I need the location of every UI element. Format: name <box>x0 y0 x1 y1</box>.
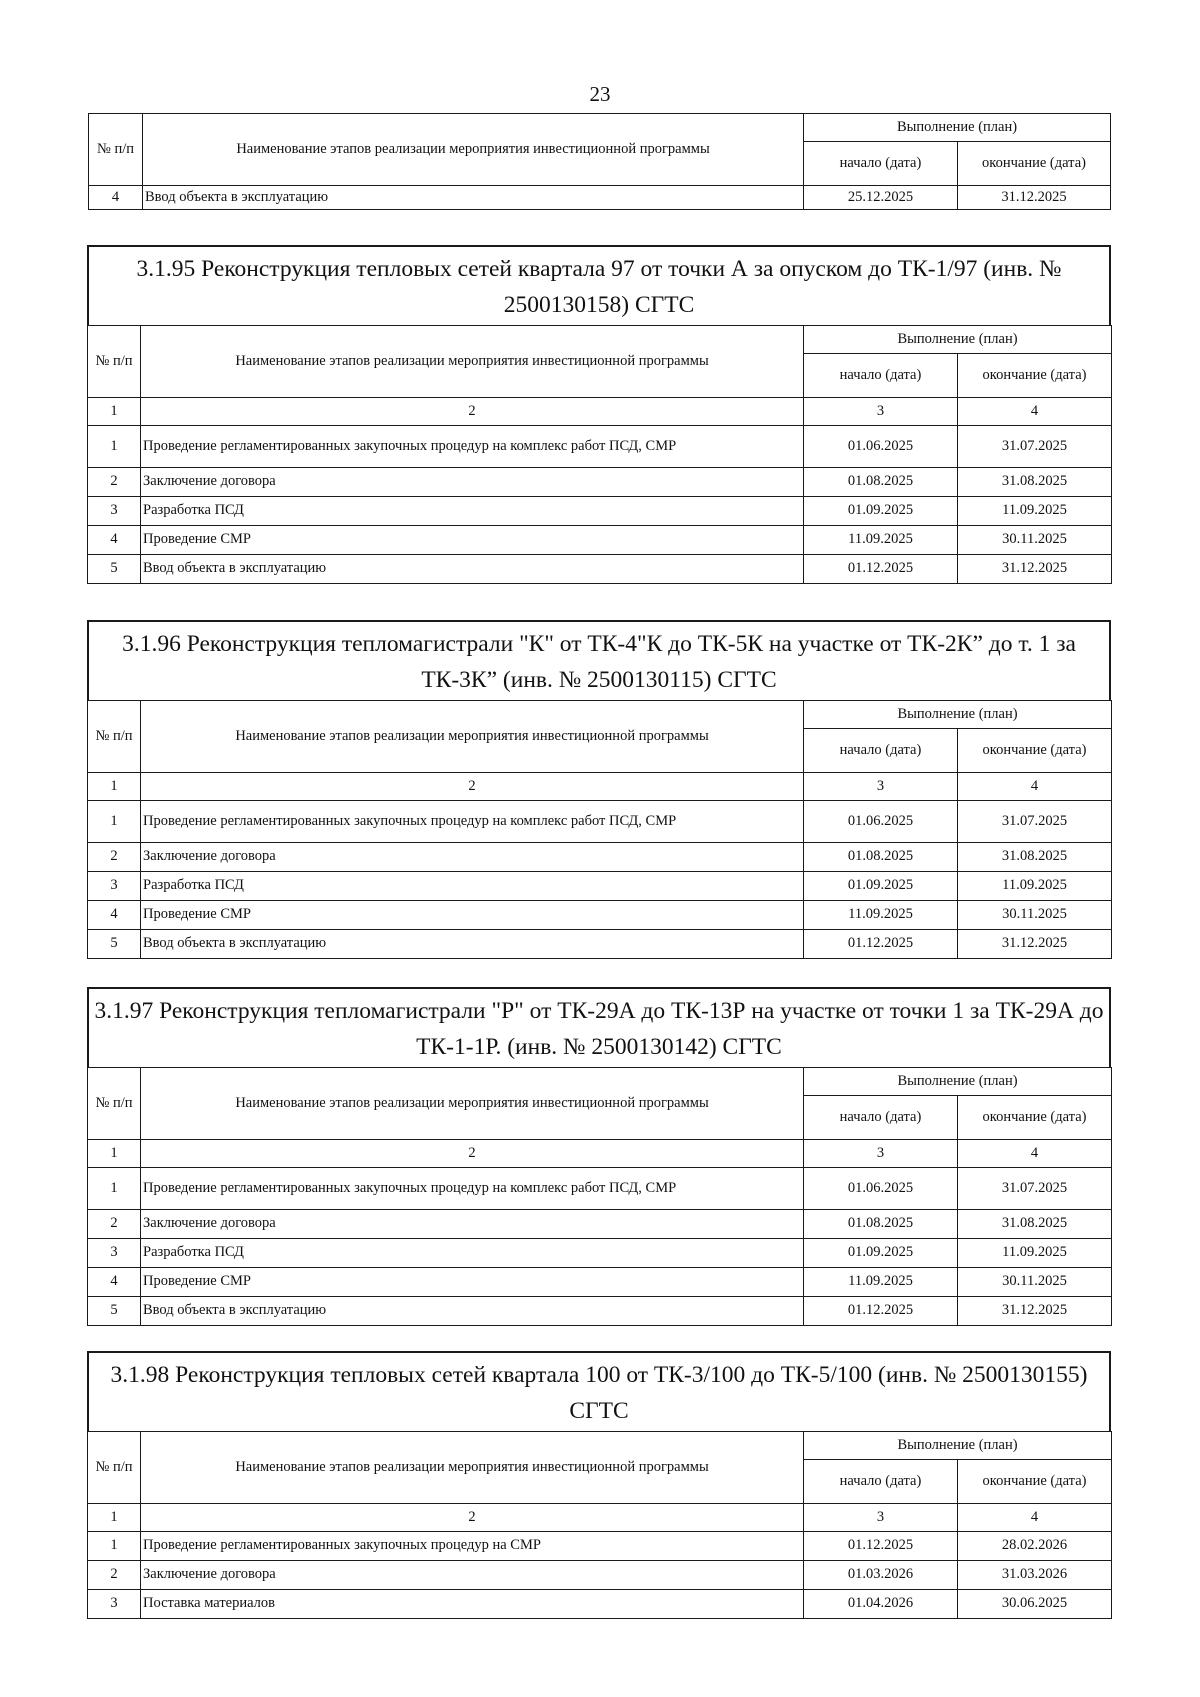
row-num: 3 <box>88 1590 141 1619</box>
section-box <box>87 987 1111 1067</box>
row-start: 01.08.2025 <box>804 1210 958 1239</box>
row-num: 1 <box>88 1532 141 1561</box>
header-start: начало (дата) <box>804 142 958 186</box>
row-num: 5 <box>88 1297 141 1326</box>
table-row <box>88 801 1112 843</box>
header-end: окончание (дата) <box>958 354 1112 398</box>
row-num: 2 <box>88 468 141 497</box>
row-num: 4 <box>89 186 143 210</box>
row-end: 31.12.2025 <box>958 186 1111 210</box>
row-name: Проведение СМР <box>141 901 804 930</box>
row-num: 2 <box>88 1561 141 1590</box>
table-row <box>88 497 1112 526</box>
row-end: 31.12.2025 <box>958 555 1112 584</box>
row-name: Заключение договора <box>141 468 804 497</box>
row-name: Проведение СМР <box>141 1268 804 1297</box>
row-start: 01.04.2026 <box>804 1590 958 1619</box>
row-num: 2 <box>88 1210 141 1239</box>
index-cell: 1 <box>88 398 141 426</box>
index-cell: 3 <box>804 773 958 801</box>
header-num: № п/п <box>88 701 141 773</box>
index-cell: 1 <box>88 1140 141 1168</box>
table-row <box>88 1239 1112 1268</box>
index-cell: 4 <box>958 1504 1112 1532</box>
table-row <box>88 1268 1112 1297</box>
header-name: Наименование этапов реализации мероприятия инвестиционной программы <box>141 701 804 773</box>
index-cell: 2 <box>141 398 804 426</box>
header-start: начало (дата) <box>804 1460 958 1504</box>
row-start: 01.09.2025 <box>804 497 958 526</box>
section-title: 3.1.98 Реконструкция тепловых сетей квартала 100 от ТК-3/100 до ТК-5/100 (инв. № 2500130155) СГТС <box>110 1362 1088 1424</box>
row-start: 11.09.2025 <box>804 1268 958 1297</box>
row-end: 31.12.2025 <box>958 1297 1112 1326</box>
table-row <box>88 872 1112 901</box>
row-start: 01.09.2025 <box>804 1239 958 1268</box>
index-cell: 2 <box>141 773 804 801</box>
header-start: начало (дата) <box>804 729 958 773</box>
row-name: Проведение регламентированных закупочных процедур на комплекс работ ПСД, СМР <box>141 801 804 843</box>
row-num: 3 <box>88 872 141 901</box>
table-row <box>88 526 1112 555</box>
row-end: 31.08.2025 <box>958 468 1112 497</box>
table-row <box>88 426 1112 468</box>
row-start: 01.09.2025 <box>804 872 958 901</box>
index-cell: 2 <box>141 1504 804 1532</box>
header-start: начало (дата) <box>804 1096 958 1140</box>
table-row <box>88 930 1112 959</box>
row-end: 30.11.2025 <box>958 901 1112 930</box>
section-title: 3.1.97 Реконструкция тепломагистрали "Р" от ТК-29А до ТК-13Р на участке от точки 1 за ТК-29А до ТК-1-1Р. (инв. № 2500130142) СГТС <box>94 998 1104 1060</box>
index-cell: 1 <box>88 1504 141 1532</box>
row-start: 01.03.2026 <box>804 1561 958 1590</box>
row-name: Разработка ПСД <box>141 1239 804 1268</box>
section-table <box>87 1067 1112 1326</box>
row-num: 4 <box>88 901 141 930</box>
row-start: 11.09.2025 <box>804 901 958 930</box>
header-end: окончание (дата) <box>958 729 1112 773</box>
table-row <box>88 1532 1112 1561</box>
table-row <box>88 1590 1112 1619</box>
row-end: 11.09.2025 <box>958 497 1112 526</box>
table-row <box>88 1168 1112 1210</box>
row-name: Ввод объекта в эксплуатацию <box>143 186 804 210</box>
row-num: 1 <box>88 1168 141 1210</box>
section-title: 3.1.96 Реконструкция тепломагистрали "К" от ТК-4"К до ТК-5К на участке от ТК-2К” до т. 1 за ТК-3К” (инв. № 2500130115) СГТС <box>122 631 1076 693</box>
header-end: окончание (дата) <box>958 1460 1112 1504</box>
table-row <box>88 468 1112 497</box>
header-name: Наименование этапов реализации мероприятия инвестиционной программы <box>143 114 804 186</box>
row-name: Заключение договора <box>141 843 804 872</box>
section-box <box>87 620 1111 700</box>
header-execution: Выполнение (план) <box>804 701 1112 729</box>
header-name: Наименование этапов реализации мероприятия инвестиционной программы <box>141 326 804 398</box>
row-name: Разработка ПСД <box>141 872 804 901</box>
section-table <box>87 1431 1112 1619</box>
row-start: 11.09.2025 <box>804 526 958 555</box>
index-row <box>88 1504 1112 1532</box>
header-num: № п/п <box>89 114 143 186</box>
row-name: Ввод объекта в эксплуатацию <box>141 1297 804 1326</box>
index-cell: 3 <box>804 398 958 426</box>
header-execution: Выполнение (план) <box>804 326 1112 354</box>
table-row <box>88 555 1112 584</box>
row-end: 31.03.2026 <box>958 1561 1112 1590</box>
row-end: 30.06.2025 <box>958 1590 1112 1619</box>
header-end: окончание (дата) <box>958 142 1111 186</box>
table-row <box>89 186 1111 210</box>
row-start: 01.12.2025 <box>804 930 958 959</box>
row-num: 5 <box>88 930 141 959</box>
header-num: № п/п <box>88 326 141 398</box>
index-cell: 4 <box>958 398 1112 426</box>
row-name: Ввод объекта в эксплуатацию <box>141 555 804 584</box>
row-end: 31.07.2025 <box>958 426 1112 468</box>
header-name: Наименование этапов реализации мероприятия инвестиционной программы <box>141 1068 804 1140</box>
index-cell: 1 <box>88 773 141 801</box>
index-row <box>88 773 1112 801</box>
header-num: № п/п <box>88 1068 141 1140</box>
row-num: 3 <box>88 497 141 526</box>
row-num: 1 <box>88 801 141 843</box>
row-end: 31.12.2025 <box>958 930 1112 959</box>
row-num: 2 <box>88 843 141 872</box>
row-end: 28.02.2026 <box>958 1532 1112 1561</box>
row-end: 11.09.2025 <box>958 1239 1112 1268</box>
section-box <box>87 245 1111 325</box>
header-num: № п/п <box>88 1432 141 1504</box>
row-name: Разработка ПСД <box>141 497 804 526</box>
section-box <box>87 1351 1111 1431</box>
section-title: 3.1.95 Реконструкция тепловых сетей квартала 97 от точки А за опуском до ТК-1/97 (инв. № 2500130158) СГТС <box>136 256 1062 318</box>
row-num: 5 <box>88 555 141 584</box>
row-start: 01.06.2025 <box>804 801 958 843</box>
row-end: 31.07.2025 <box>958 801 1112 843</box>
row-end: 31.08.2025 <box>958 843 1112 872</box>
row-end: 31.07.2025 <box>958 1168 1112 1210</box>
row-start: 01.08.2025 <box>804 843 958 872</box>
row-start: 01.08.2025 <box>804 468 958 497</box>
table-row <box>88 1561 1112 1590</box>
row-num: 4 <box>88 526 141 555</box>
row-name: Проведение СМР <box>141 526 804 555</box>
table-row <box>88 1210 1112 1239</box>
row-name: Проведение регламентированных закупочных процедур на СМР <box>141 1532 804 1561</box>
header-end: окончание (дата) <box>958 1096 1112 1140</box>
page-number: 23 <box>589 82 611 106</box>
table-row <box>88 1297 1112 1326</box>
row-num: 3 <box>88 1239 141 1268</box>
row-name: Поставка материалов <box>141 1590 804 1619</box>
row-start: 01.06.2025 <box>804 426 958 468</box>
row-end: 30.11.2025 <box>958 1268 1112 1297</box>
index-cell: 3 <box>804 1504 958 1532</box>
row-start: 01.12.2025 <box>804 555 958 584</box>
index-cell: 4 <box>958 773 1112 801</box>
row-start: 25.12.2025 <box>804 186 958 210</box>
section-table <box>87 700 1112 959</box>
header-start: начало (дата) <box>804 354 958 398</box>
index-row <box>88 398 1112 426</box>
row-num: 4 <box>88 1268 141 1297</box>
table-row <box>88 901 1112 930</box>
row-end: 31.08.2025 <box>958 1210 1112 1239</box>
row-start: 01.06.2025 <box>804 1168 958 1210</box>
row-name: Проведение регламентированных закупочных процедур на комплекс работ ПСД, СМР <box>141 1168 804 1210</box>
row-name: Заключение договора <box>141 1561 804 1590</box>
header-execution: Выполнение (план) <box>804 1432 1112 1460</box>
header-name: Наименование этапов реализации мероприятия инвестиционной программы <box>141 1432 804 1504</box>
row-end: 11.09.2025 <box>958 872 1112 901</box>
section-table <box>87 325 1112 584</box>
row-end: 30.11.2025 <box>958 526 1112 555</box>
header-execution: Выполнение (план) <box>804 114 1111 142</box>
row-start: 01.12.2025 <box>804 1532 958 1561</box>
row-start: 01.12.2025 <box>804 1297 958 1326</box>
index-cell: 3 <box>804 1140 958 1168</box>
index-cell: 4 <box>958 1140 1112 1168</box>
table-row <box>88 843 1112 872</box>
row-name: Проведение регламентированных закупочных процедур на комплекс работ ПСД, СМР <box>141 426 804 468</box>
top-table <box>88 113 1111 210</box>
row-name: Ввод объекта в эксплуатацию <box>141 930 804 959</box>
row-num: 1 <box>88 426 141 468</box>
row-name: Заключение договора <box>141 1210 804 1239</box>
index-cell: 2 <box>141 1140 804 1168</box>
index-row <box>88 1140 1112 1168</box>
header-execution: Выполнение (план) <box>804 1068 1112 1096</box>
